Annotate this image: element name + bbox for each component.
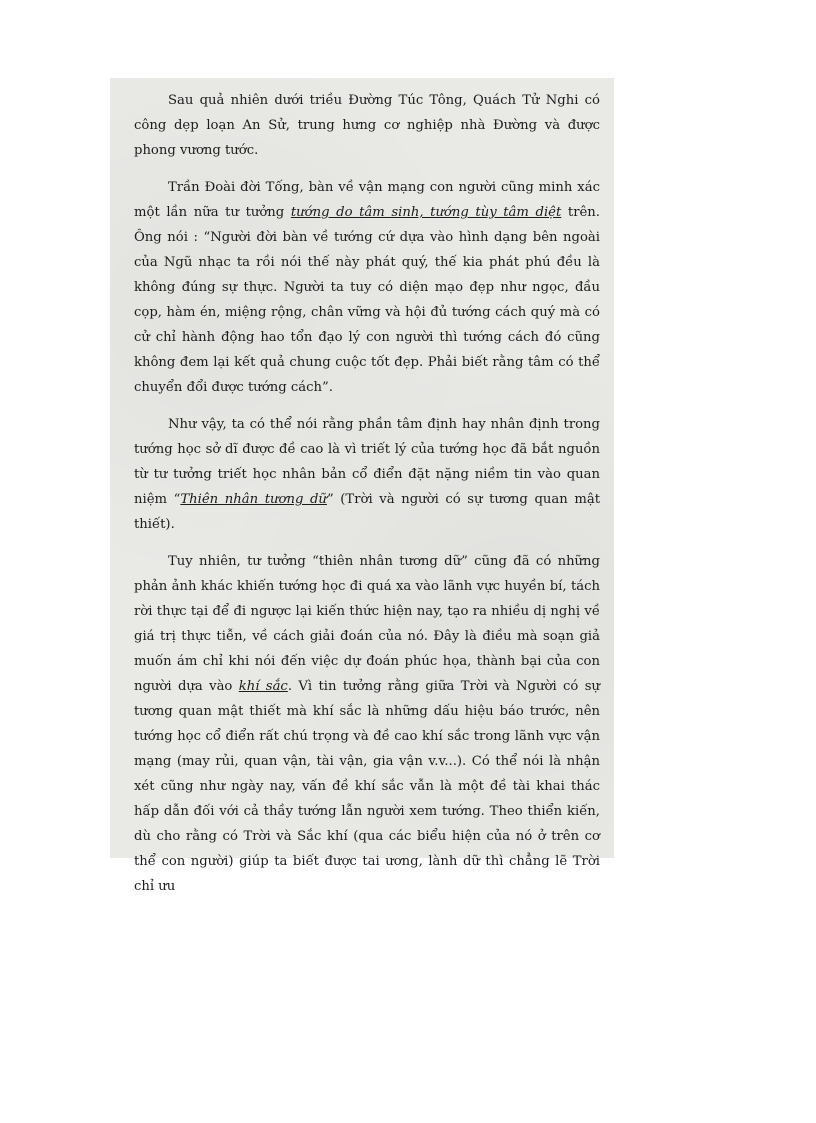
paragraph-4-text-a: Tuy nhiên, tư tưởng “thiên nhân tương dữ” cũng đã có những phản ảnh khác khiến tướng học đi quá xa vào lãnh vực huyền bí, tách rời thực tại để đi ngược lại kiến thức hiện nay, tạo ra nhiều dị nghị về giá trị thực tiễn, về cách giải đoán của nó. Đây là điều mà soạn giả muốn ám chỉ khi nói đến việc dự đoán phúc họa, thành bại của con người dựa vào: [134, 554, 600, 694]
paragraph-1-text: Sau quả nhiên dưới triều Đường Túc Tông, Quách Tử Nghi có công dẹp loạn An Sử, trung hưng cơ nghiệp nhà Đường và được phong vương tước.: [134, 93, 600, 158]
paragraph-2-text-a: Trần Đoài đời Tống, bàn về vận mạng con người cũng minh xác một lần nữa tư tưởng: [134, 180, 600, 220]
paragraph-4-text-b: . Vì tin tưởng rằng giữa Trời và Người có sự tương quan mật thiết mà khí sắc là những dấu hiệu báo trước, nên tướng học cổ điển rất chú trọng và đề cao khí sắc trong lãnh vực vận mạng (may rủi, quan vận, tài vận, gia vận v.v...). Có thể nói là nhận xét cũng như ngày nay, vấn đề khí sắc vẫn là một đề tài khai thác hấp dẫn đối với cả thầy tướng lẫn người xem tướng. Theo thiển kiến, dù cho rằng có Trời và Sắc khí (qua các biểu hiện của nó ở trên cơ thể con người) giúp ta biết được tai ương, lành dữ thì chẳng lẽ Trời chỉ ưu: [134, 679, 600, 894]
paragraph-2-text-b: trên. Ông nói : “Người đời bàn về tướng cứ dựa vào hình dạng bên ngoài của Ngũ nhạc ta rồi nói thế này phát quý, thế kia phát phú đều là không đúng sự thực. Người ta tuy có diện mạo đẹp như ngọc, đầu cọp, hàm én, miệng rộng, chân vững và hội đủ tướng cách quý mà có cử chỉ hành động hao tổn đạo lý con người thì tướng cách đó cũng không đem lại kết quả chung cuộc tốt đẹp. Phải biết rằng tâm có thể chuyển đổi được tướng cách”.: [134, 205, 600, 395]
paragraph-3-text-a: Như vậy, ta có thể nói rằng phần tâm định hay nhân định trong tướng học sở dĩ được đề cao là vì triết lý của tướng học đã bắt nguồn từ tư tưởng triết học nhân bản cổ điển đặt nặng niềm tin vào quan niệm “: [134, 417, 600, 507]
paragraph-4: [134, 549, 600, 899]
paragraph-3: [134, 412, 600, 537]
scanned-book-page: [110, 78, 614, 894]
paragraph-3-text-b: ” (Trời và người có sự tương quan mật thiết).: [134, 492, 600, 532]
paragraph-4-emphasis: khí sắc: [238, 679, 288, 694]
paragraph-2: [134, 175, 600, 400]
paragraph-2-emphasis: tướng do tâm sinh, tướng tùy tâm diệt: [290, 205, 562, 220]
paragraph-3-emphasis: Thiên nhân tương dữ: [180, 492, 327, 507]
paragraph-1: [134, 88, 600, 163]
